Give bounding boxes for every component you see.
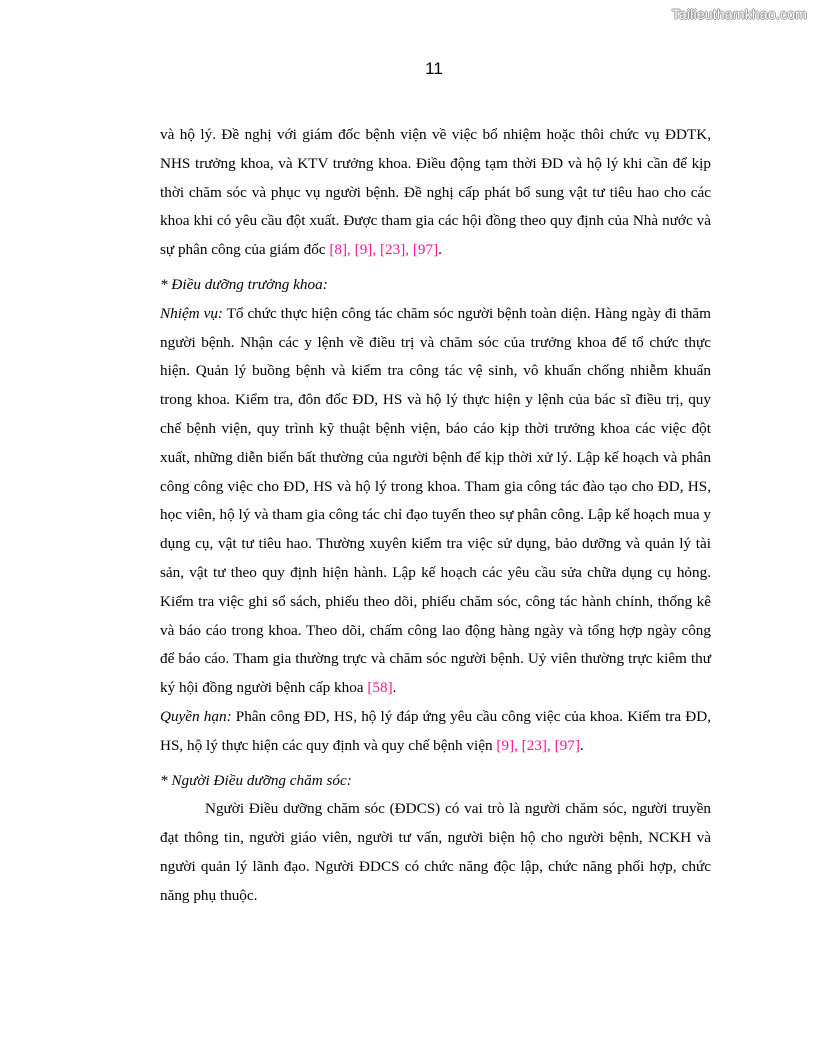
section-heading-care-nurse: * Người Điều dưỡng chăm sóc: [160, 771, 352, 789]
paragraph-end: . [579, 736, 584, 754]
paragraph-text: và hộ lý. Đề nghị với giám đốc bệnh viện về việc bổ nhiệm hoặc thôi chức vụ ĐDTK, NHS trưởng khoa, và KTV trưởng khoa. Điều động tạm thời ĐD và hộ lý khi cần để kịp thời chăm sóc và phục vụ người bệnh. Đề nghị cấp phát bổ sung vật tư tiêu hao cho các khoa khi có yêu cầu đột xuất. Được tham gia các hội đồng theo quy định của Nhà nước và sự phân công của giám đốc [160, 126, 711, 259]
watermark: Tailieuthamkhao.com [671, 6, 807, 22]
rights-label: Quyền hạn: [160, 707, 232, 725]
care-nurse-paragraph: Người Điều dưỡng chăm sóc (ĐDCS) có vai trò là người chăm sóc, người truyền đạt thông tin, người giáo viên, người tư vấn, người biện hộ cho người bệnh, NCKH và người quản lý lãnh đạo. Người ĐDCS có chức năng độc lập, chức năng phối hợp, chức năng phụ thuộc. [160, 800, 711, 904]
document-body [160, 121, 711, 911]
paragraph-end: . [392, 679, 397, 697]
paragraph-end: . [438, 241, 442, 259]
rights-paragraph [160, 703, 711, 761]
duties-label: Nhiệm vụ: [160, 304, 223, 322]
paragraph-continuation [160, 121, 711, 265]
citation-refs[interactable]: [8], [9], [23], [97] [329, 241, 439, 259]
page-number: 11 [425, 59, 443, 78]
duties-paragraph [160, 300, 711, 703]
citation-refs[interactable]: [58] [367, 679, 393, 697]
citation-refs[interactable]: [9], [23], [97] [496, 736, 580, 754]
section-heading-head-nurse: * Điều dưỡng trưởng khoa: [160, 275, 328, 293]
duties-text: Tổ chức thực hiện công tác chăm sóc người bệnh toàn diện. Hàng ngày đi thăm người bệnh. Nhận các y lệnh về điều trị và chăm sóc của trưởng khoa để tổ chức thực hiện. Quản lý buồng bệnh và kiểm tra công tác vệ sinh, vô khuẩn chống nhiễm khuẩn trong khoa. Kiểm tra, đôn đốc ĐD, HS và hộ lý thực hiện y lệnh của bác sĩ điều trị, quy chế bệnh viện, quy trình kỹ thuật bệnh viện, báo cáo kịp thời trưởng khoa các việc đột xuất, những diễn biến bất thường của người bệnh để kịp thời xử lý. Lập kế hoạch và phân công công việc cho ĐD, HS và hộ lý trong khoa. Tham gia công tác đào tạo cho ĐD, HS, học viên, hộ lý và tham gia công tác chỉ đạo tuyến theo sự phân công. Lập kế hoạch mua y dụng cụ, vật tư tiêu hao. Thường xuyên kiểm tra việc sử dụng, bảo dưỡng và quản lý tài sản, vật tư theo quy định hiện hành. Lập kế hoạch các yêu cầu sửa chữa dụng cụ hỏng. Kiểm tra việc ghi sổ sách, phiếu theo dõi, phiếu chăm sóc, công tác hành chính, thống kê và báo cáo trong khoa. Theo dõi, chấm công lao động hàng ngày và tổng hợp ngày công để báo cáo. Tham gia thường trực và chăm sóc người bệnh. Uỷ viên thường trực kiêm thư ký hội đồng người bệnh cấp khoa [160, 304, 711, 697]
rights-text: Phân công ĐD, HS, hộ lý đáp ứng yêu cầu công việc của khoa. Kiểm tra ĐD, HS, hộ lý thực hiện các quy định và quy chế bệnh viện [160, 707, 711, 754]
